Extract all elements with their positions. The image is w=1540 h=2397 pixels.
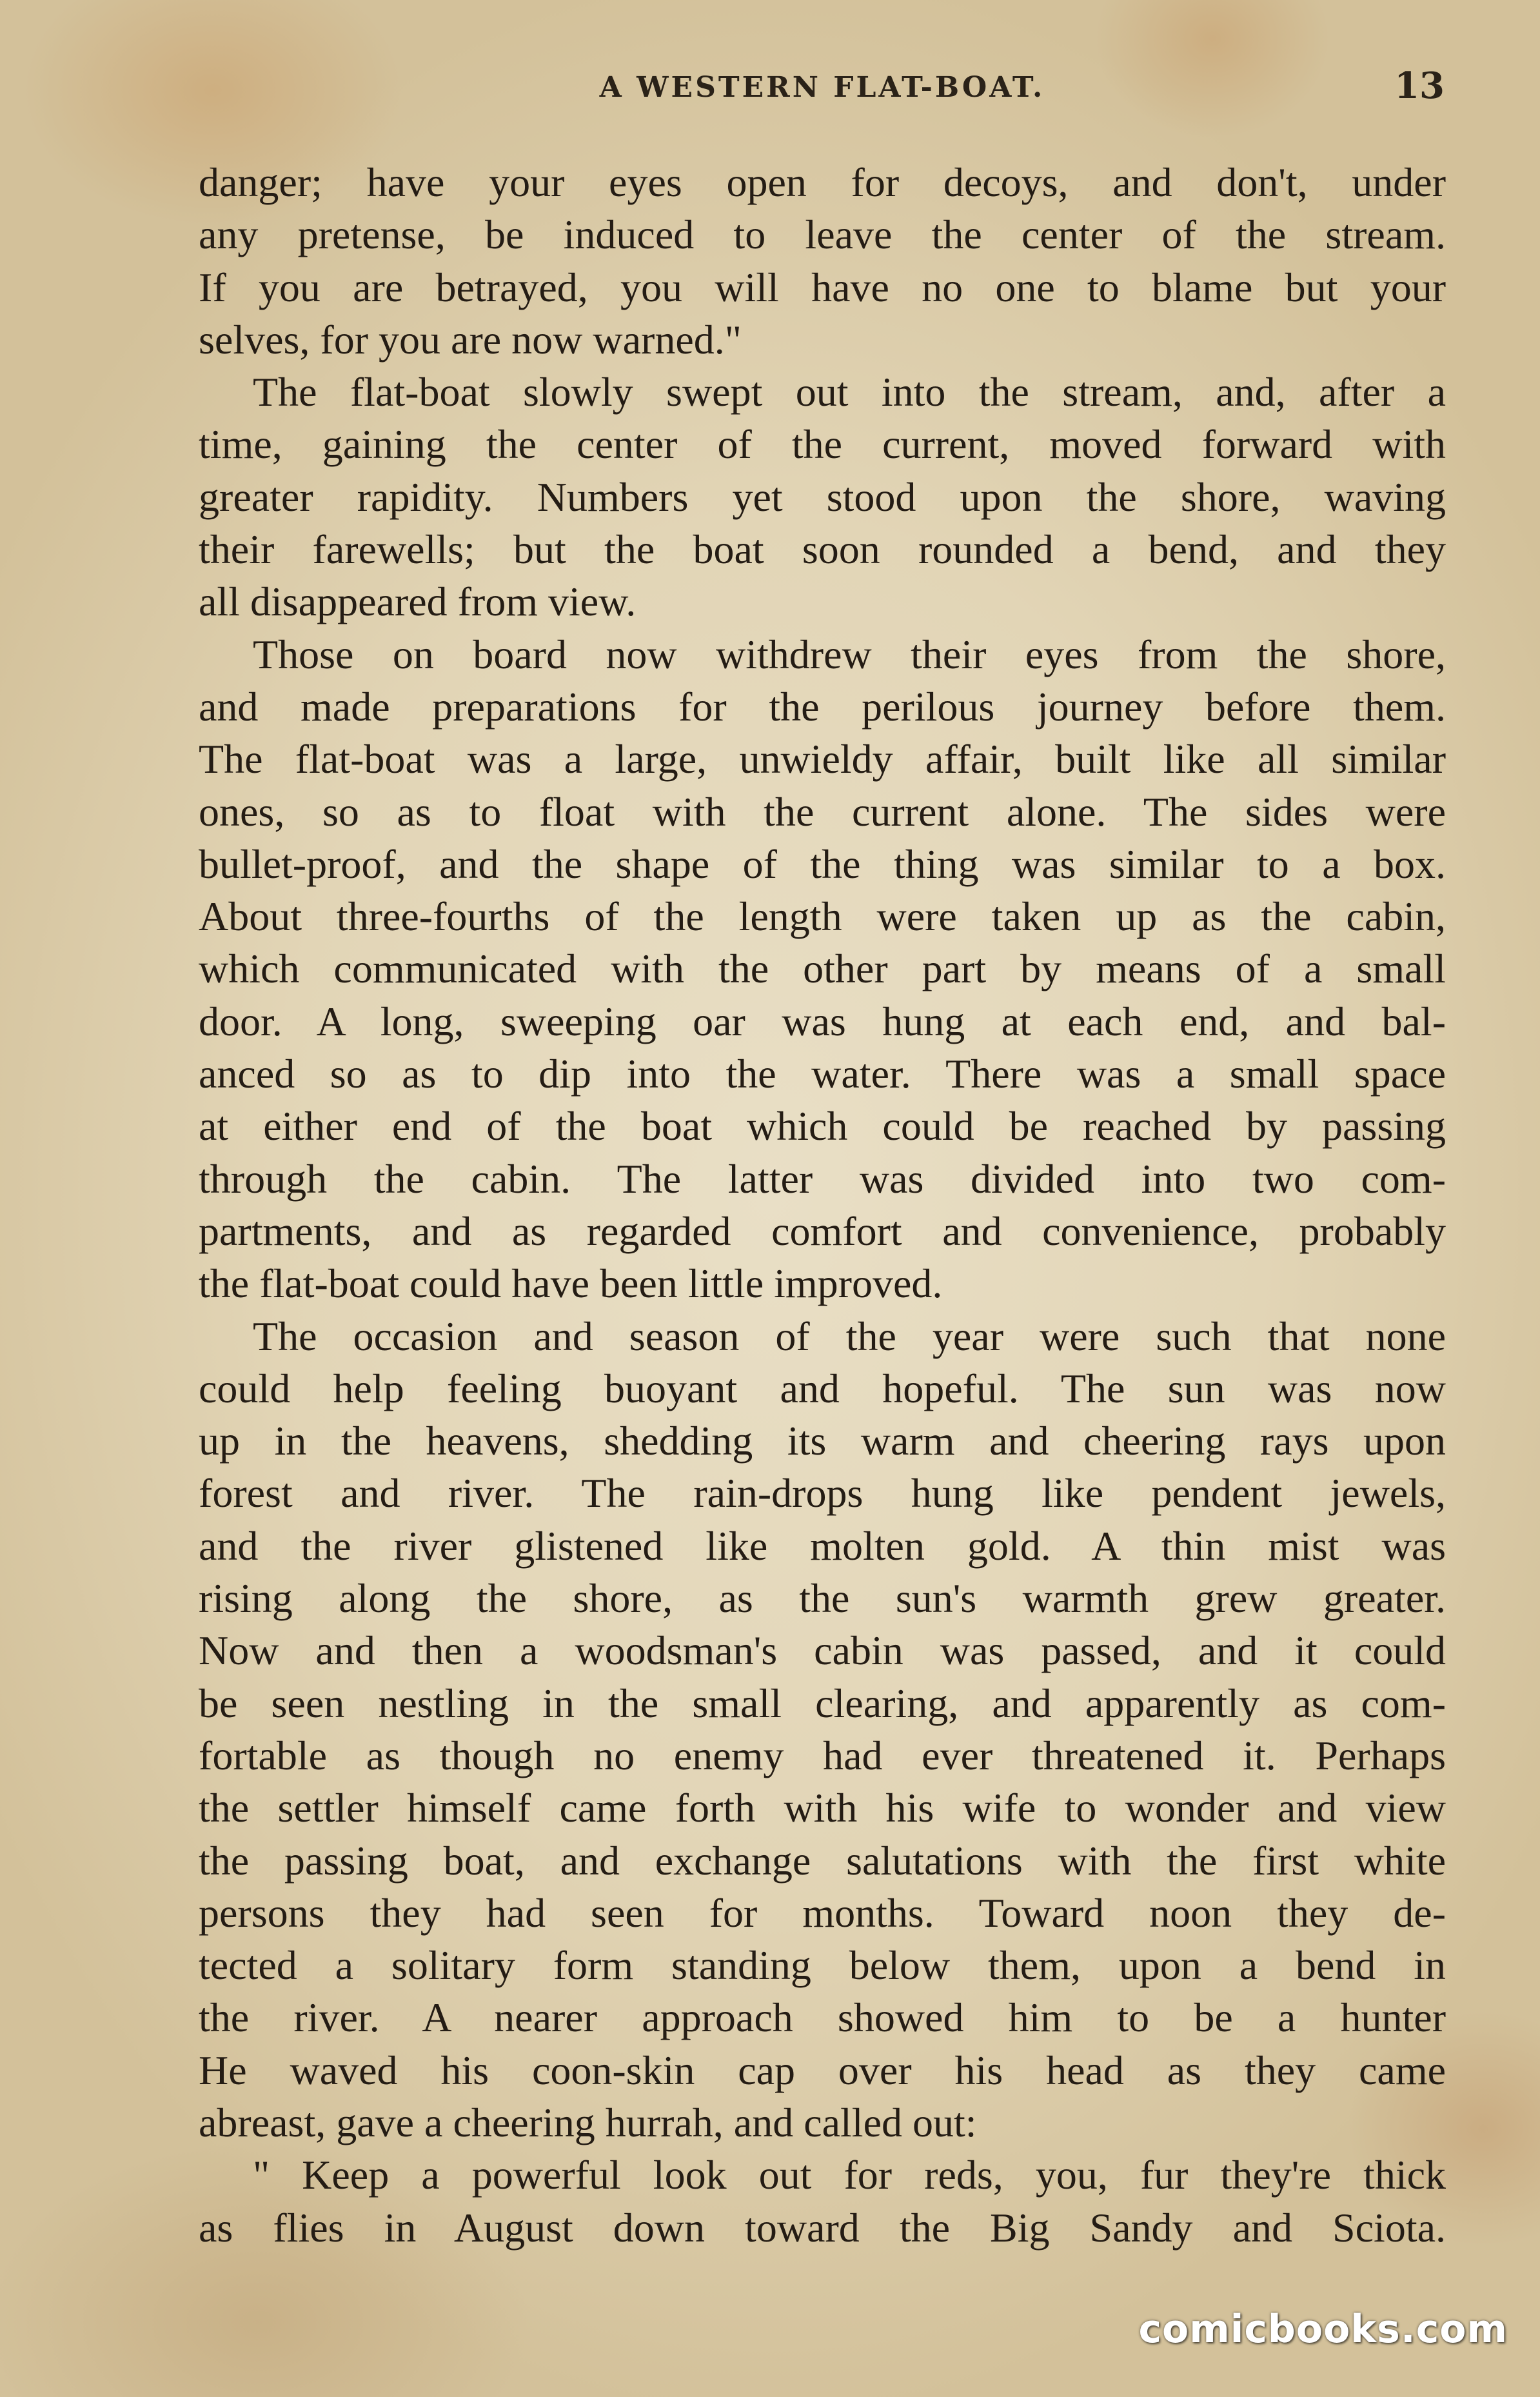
text-line: anced so as to dip into the water. There was a small space <box>199 1051 1446 1097</box>
text-line: abreast, gave a cheering hurrah, and called out: <box>199 2099 977 2145</box>
page-number: 13 <box>1394 65 1445 107</box>
text-line: Those on board now withdrew their eyes from the shore, <box>253 631 1446 677</box>
text-line: and made preparations for the perilous journey before them. <box>199 683 1446 730</box>
text-line: door. A long, sweeping oar was hung at each end, and bal- <box>199 998 1446 1044</box>
text-line: be seen nestling in the small clearing, and apparently as com- <box>199 1680 1446 1726</box>
text-line: forest and river. The rain-drops hung like pendent jewels, <box>199 1470 1446 1517</box>
text-line: at either end of the boat which could be reached by passing <box>199 1103 1446 1149</box>
watermark: comicbooks.com <box>1138 2307 1508 2352</box>
text-line: as flies in August down toward the Big Sandy and Sciota. <box>199 2204 1446 2251</box>
text-line: bullet-proof, and the shape of the thing was similar to a box. <box>199 840 1446 887</box>
text-line: any pretense, be induced to leave the center of the stream. <box>199 212 1446 258</box>
text-line: persons they had seen for months. Toward noon they de- <box>199 1889 1446 1936</box>
text-line: rising along the shore, as the sun's warmth grew greater. <box>199 1575 1446 1622</box>
text-line: the settler himself came forth with his wife to wonder and view <box>199 1785 1446 1831</box>
text-line: If you are betrayed, you will have no one to blame but your <box>199 264 1446 310</box>
text-line: their farewells; but the boat soon rounded a bend, and they <box>199 526 1446 573</box>
text-line: all disappeared from view. <box>199 579 637 625</box>
body-text <box>199 156 1446 2254</box>
text-line: which communicated with the other part by means of a small <box>199 946 1446 992</box>
text-line: selves, for you are now warned." <box>199 316 742 363</box>
text-line: the flat-boat could have been little improved. <box>199 1260 943 1307</box>
text-line: the passing boat, and exchange salutations with the first white <box>199 1837 1446 1884</box>
text-line: could help feeling buoyant and hopeful. The sun was now <box>199 1365 1446 1411</box>
text-line: and the river glistened like molten gold. A thin mist was <box>199 1522 1446 1569</box>
text-line: the river. A nearer approach showed him to be a hunter <box>199 1994 1446 2041</box>
text-line: greater rapidity. Numbers yet stood upon the shore, waving <box>199 473 1446 520</box>
text-line: About three-fourths of the length were taken up as the cabin, <box>199 893 1446 940</box>
text-line: ones, so as to float with the current alone. The sides were <box>199 788 1446 835</box>
text-line: The occasion and season of the year were such that none <box>253 1313 1446 1359</box>
text-line: Now and then a woodsman's cabin was passed, and it could <box>199 1627 1446 1674</box>
text-line: He waved his coon-skin cap over his head as they came <box>199 2047 1446 2093</box>
text-line: The flat-boat slowly swept out into the stream, and, after a <box>253 369 1446 415</box>
running-head: A WESTERN FLAT-BOAT. <box>599 71 1045 104</box>
text-line: danger; have your eyes open for decoys, and don't, under <box>199 159 1446 205</box>
text-line: up in the heavens, shedding its warm and cheering rays upon <box>199 1418 1446 1464</box>
text-line: time, gaining the center of the current, moved forward with <box>199 421 1446 468</box>
text-line: " Keep a powerful look out for reds, you, fur they're thick <box>253 2152 1446 2198</box>
text-line: tected a solitary form standing below them, upon a bend in <box>199 1942 1446 1989</box>
page-header <box>193 65 1451 116</box>
text-line: through the cabin. The latter was divided into two com- <box>199 1155 1446 1202</box>
text-line: The flat-boat was a large, unwieldy affair, built like all similar <box>199 736 1446 782</box>
text-line: partments, and as regarded comfort and convenience, probably <box>199 1208 1446 1254</box>
text-line: fortable as though no enemy had ever threatened it. Perhaps <box>199 1732 1446 1778</box>
